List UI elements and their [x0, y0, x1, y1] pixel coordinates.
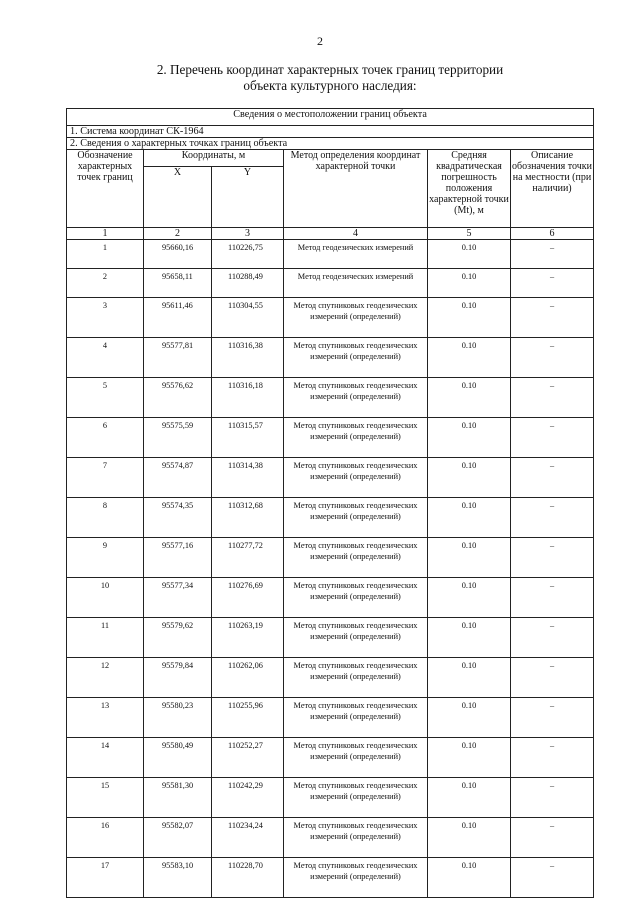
point-number-cell: 7: [67, 458, 144, 498]
method-cell: Метод спутниковых геодезических измерений (определений): [284, 818, 428, 858]
column-number: 3: [212, 228, 284, 240]
coord-y-cell: 110263,19: [212, 618, 284, 658]
title-line-1: 2. Перечень координат характерных точек границ территории: [156, 62, 504, 77]
method-cell: Метод спутниковых геодезических измерений (определений): [284, 338, 428, 378]
table-row: [67, 240, 594, 269]
method-cell: Метод спутниковых геодезических измерений (определений): [284, 298, 428, 338]
accuracy-cell: 0.10: [428, 578, 511, 618]
accuracy-cell: 0.10: [428, 658, 511, 698]
description-cell: –: [511, 338, 594, 378]
point-number-cell: 2: [67, 269, 144, 298]
table-row: [67, 578, 594, 618]
point-number-cell: 11: [67, 618, 144, 658]
description-cell: –: [511, 498, 594, 538]
coord-x-cell: 95581,30: [144, 778, 212, 818]
coord-y-cell: 110316,38: [212, 338, 284, 378]
description-cell: –: [511, 458, 594, 498]
method-cell: Метод спутниковых геодезических измерений (определений): [284, 658, 428, 698]
description-cell: –: [511, 298, 594, 338]
description-cell: –: [511, 778, 594, 818]
point-number-cell: 9: [67, 538, 144, 578]
accuracy-cell: 0.10: [428, 338, 511, 378]
coord-y-cell: 110276,69: [212, 578, 284, 618]
header-coordinates: Координаты, м: [144, 150, 284, 167]
method-cell: Метод спутниковых геодезических измерений (определений): [284, 578, 428, 618]
accuracy-cell: 0.10: [428, 418, 511, 458]
description-cell: –: [511, 240, 594, 269]
coordinate-system-row: 1. Система координат СК-1964: [67, 126, 594, 138]
column-number: 4: [284, 228, 428, 240]
accuracy-cell: 0.10: [428, 778, 511, 818]
accuracy-cell: 0.10: [428, 738, 511, 778]
point-number-cell: 16: [67, 818, 144, 858]
coord-x-cell: 95574,87: [144, 458, 212, 498]
column-number: 2: [144, 228, 212, 240]
description-cell: –: [511, 269, 594, 298]
column-number: 5: [428, 228, 511, 240]
point-number-cell: 1: [67, 240, 144, 269]
header-method: Метод определения координат характерной точки: [284, 150, 428, 228]
table-row: [67, 498, 594, 538]
coord-y-cell: 110304,55: [212, 298, 284, 338]
coord-x-cell: 95580,23: [144, 698, 212, 738]
description-cell: –: [511, 378, 594, 418]
table-row: [67, 418, 594, 458]
table-row: [67, 378, 594, 418]
coord-x-cell: 95575,59: [144, 418, 212, 458]
method-cell: Метод спутниковых геодезических измерений (определений): [284, 618, 428, 658]
coord-x-cell: 95576,62: [144, 378, 212, 418]
accuracy-cell: 0.10: [428, 498, 511, 538]
accuracy-cell: 0.10: [428, 378, 511, 418]
coord-y-cell: 110228,70: [212, 858, 284, 898]
coord-y-cell: 110277,72: [212, 538, 284, 578]
coord-y-cell: 110262,06: [212, 658, 284, 698]
description-cell: –: [511, 698, 594, 738]
accuracy-cell: 0.10: [428, 458, 511, 498]
coord-x-cell: 95580,49: [144, 738, 212, 778]
coord-y-cell: 110288,49: [212, 269, 284, 298]
accuracy-cell: 0.10: [428, 698, 511, 738]
description-cell: –: [511, 418, 594, 458]
description-cell: –: [511, 538, 594, 578]
table-row: [67, 698, 594, 738]
page-number: 2: [317, 34, 323, 48]
coord-x-cell: 95574,35: [144, 498, 212, 538]
point-number-cell: 13: [67, 698, 144, 738]
accuracy-cell: 0.10: [428, 269, 511, 298]
accuracy-cell: 0.10: [428, 240, 511, 269]
description-cell: –: [511, 858, 594, 898]
point-number-cell: 5: [67, 378, 144, 418]
column-number: 1: [67, 228, 144, 240]
method-cell: Метод геодезических измерений: [284, 269, 428, 298]
table-row: [67, 269, 594, 298]
coord-x-cell: 95660,16: [144, 240, 212, 269]
table-row: [67, 778, 594, 818]
method-cell: Метод спутниковых геодезических измерений (определений): [284, 498, 428, 538]
table-row: [67, 738, 594, 778]
description-cell: –: [511, 578, 594, 618]
coord-x-cell: 95579,84: [144, 658, 212, 698]
header-x: X: [144, 167, 212, 228]
table-row: [67, 858, 594, 898]
coord-y-cell: 110315,57: [212, 418, 284, 458]
method-cell: Метод спутниковых геодезических измерений (определений): [284, 858, 428, 898]
coord-x-cell: 95577,81: [144, 338, 212, 378]
method-cell: Метод спутниковых геодезических измерений (определений): [284, 698, 428, 738]
table-caption: Сведения о местоположении границ объекта: [67, 109, 594, 126]
table-row: [67, 538, 594, 578]
header-accuracy: Средняя квадратическая погрешность положения характерной точки (Mt), м: [428, 150, 511, 228]
coord-x-cell: 95577,34: [144, 578, 212, 618]
coord-y-cell: 110314,38: [212, 458, 284, 498]
method-cell: Метод спутниковых геодезических измерений (определений): [284, 538, 428, 578]
accuracy-cell: 0.10: [428, 538, 511, 578]
points-info-row: 2. Сведения о характерных точках границ объекта: [67, 138, 594, 150]
header-description: Описание обозначения точки на местности (при наличии): [511, 150, 594, 228]
coord-y-cell: 110242,29: [212, 778, 284, 818]
point-number-cell: 12: [67, 658, 144, 698]
description-cell: –: [511, 658, 594, 698]
point-number-cell: 10: [67, 578, 144, 618]
accuracy-cell: 0.10: [428, 298, 511, 338]
coord-x-cell: 95577,16: [144, 538, 212, 578]
table-row: [67, 338, 594, 378]
description-cell: –: [511, 618, 594, 658]
point-number-cell: 14: [67, 738, 144, 778]
method-cell: Метод спутниковых геодезических измерений (определений): [284, 418, 428, 458]
coord-y-cell: 110312,68: [212, 498, 284, 538]
table-row: [67, 458, 594, 498]
point-number-cell: 3: [67, 298, 144, 338]
method-cell: Метод спутниковых геодезических измерений (определений): [284, 778, 428, 818]
table-row: [67, 658, 594, 698]
point-number-cell: 6: [67, 418, 144, 458]
point-number-cell: 17: [67, 858, 144, 898]
coord-y-cell: 110316,18: [212, 378, 284, 418]
description-cell: –: [511, 818, 594, 858]
page-title: [120, 62, 540, 94]
method-cell: Метод геодезических измерений: [284, 240, 428, 269]
accuracy-cell: 0.10: [428, 858, 511, 898]
method-cell: Метод спутниковых геодезических измерений (определений): [284, 378, 428, 418]
description-cell: –: [511, 738, 594, 778]
table-row: [67, 818, 594, 858]
header-designation: Обозначение характерных точек границ: [67, 150, 144, 228]
coord-x-cell: 95611,46: [144, 298, 212, 338]
accuracy-cell: 0.10: [428, 818, 511, 858]
table-row: [67, 618, 594, 658]
coord-x-cell: 95579,62: [144, 618, 212, 658]
point-number-cell: 15: [67, 778, 144, 818]
method-cell: Метод спутниковых геодезических измерений (определений): [284, 738, 428, 778]
header-y: Y: [212, 167, 284, 228]
accuracy-cell: 0.10: [428, 618, 511, 658]
coord-y-cell: 110252,27: [212, 738, 284, 778]
title-line-2: объекта культурного наследия:: [243, 78, 417, 93]
coordinates-table: [66, 108, 594, 898]
method-cell: Метод спутниковых геодезических измерений (определений): [284, 458, 428, 498]
table-row: [67, 298, 594, 338]
coord-y-cell: 110226,75: [212, 240, 284, 269]
coord-x-cell: 95583,10: [144, 858, 212, 898]
coord-y-cell: 110234,24: [212, 818, 284, 858]
point-number-cell: 4: [67, 338, 144, 378]
coord-x-cell: 95658,11: [144, 269, 212, 298]
point-number-cell: 8: [67, 498, 144, 538]
coord-x-cell: 95582,07: [144, 818, 212, 858]
coord-y-cell: 110255,96: [212, 698, 284, 738]
column-number: 6: [511, 228, 594, 240]
